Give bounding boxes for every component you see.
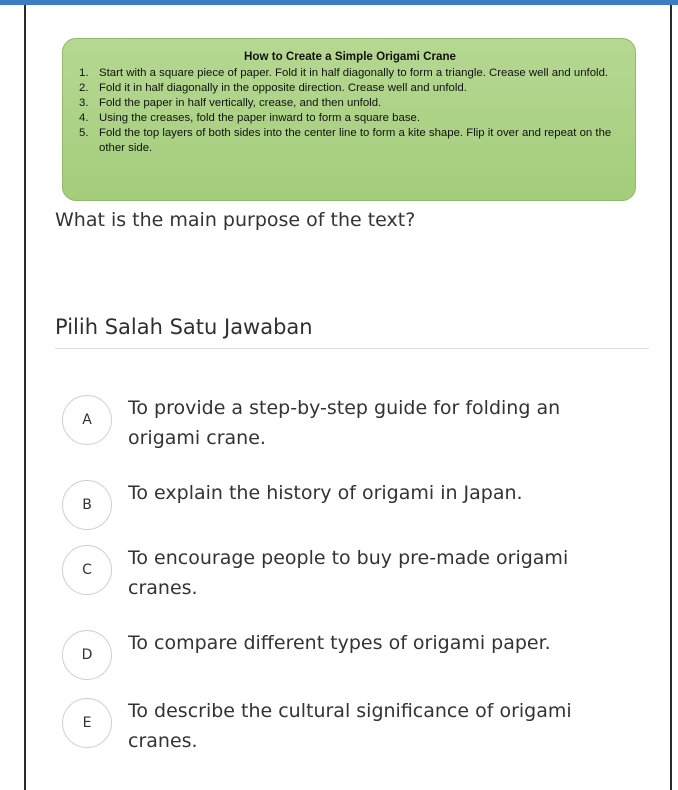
option-letter-badge[interactable]: B [62, 480, 112, 530]
reading-passage [62, 38, 636, 201]
step-text: Start with a square piece of paper. Fold it in half diagonally to form a triangle. Crease well and unfold. [99, 67, 609, 79]
passage-step [79, 111, 621, 126]
answer-option-d[interactable] [62, 628, 642, 680]
option-text[interactable]: To explain the history of origami in Japan. [128, 482, 523, 504]
option-letter-badge[interactable]: D [62, 630, 112, 680]
option-letter-badge[interactable]: E [62, 698, 112, 748]
step-number: 3. [79, 97, 89, 109]
step-text: Fold the paper in half vertically, crease, and then unfold. [99, 97, 382, 109]
question-text: What is the main purpose of the text? [55, 209, 416, 231]
passage-step [79, 66, 621, 81]
option-letter-badge[interactable]: A [62, 395, 112, 445]
passage-step [79, 96, 621, 111]
answer-option-b[interactable] [62, 478, 642, 530]
answer-option-e[interactable] [62, 696, 642, 756]
step-text: Fold it in half diagonally in the opposite direction. Crease well and unfold. [99, 82, 467, 94]
step-number: 1. [79, 67, 89, 79]
option-text[interactable]: To describe the cultural significance of origami cranes. [128, 700, 572, 752]
passage-step [79, 126, 621, 156]
heading-divider [55, 348, 649, 349]
answer-option-a[interactable] [62, 393, 642, 453]
step-number: 5. [79, 127, 89, 139]
option-letter-badge[interactable]: C [62, 545, 112, 595]
step-text: Using the creases, fold the paper inward to form a square base. [99, 112, 421, 124]
step-number: 2. [79, 82, 89, 94]
choose-answer-heading: Pilih Salah Satu Jawaban [55, 315, 313, 339]
step-text: Fold the top layers of both sides into the center line to form a kite shape. Flip it over and repeat on the other side. [99, 127, 612, 154]
passage-step [79, 81, 621, 96]
option-text[interactable]: To provide a step-by-step guide for folding an origami crane. [128, 397, 561, 449]
option-text[interactable]: To encourage people to buy pre-made origami cranes. [128, 547, 569, 599]
answer-option-c[interactable] [62, 543, 642, 603]
passage-steps [79, 66, 621, 156]
passage-title: How to Create a Simple Origami Crane [244, 50, 456, 63]
option-text[interactable]: To compare different types of origami paper. [128, 632, 551, 654]
step-number: 4. [79, 112, 89, 124]
